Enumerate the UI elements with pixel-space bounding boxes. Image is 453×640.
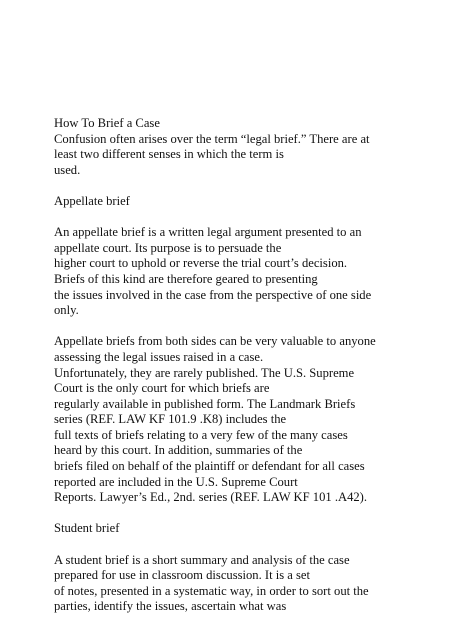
- appellate-para1-line: appellate court. Its purpose is to persuade the: [54, 240, 282, 255]
- appellate-para2-line: reported are included in the U.S. Supreme Court: [54, 474, 298, 489]
- document-body: [54, 116, 449, 615]
- appellate-para1-line: the issues involved in the case from the perspective of one side: [54, 287, 372, 302]
- paragraph-gap: [54, 537, 449, 553]
- paragraph-gap: [54, 210, 449, 226]
- appellate-para2-line: full texts of briefs relating to a very few of the many cases: [54, 427, 348, 442]
- student-para-line: parties, identify the issues, ascertain what was: [54, 599, 287, 614]
- appellate-para1-line: Briefs of this kind are therefore geared to presenting: [54, 271, 318, 286]
- appellate-para1-line: An appellate brief is a written legal argument presented to an: [54, 225, 362, 240]
- intro-line: Confusion often arises over the term “legal brief.” There are at: [54, 131, 370, 146]
- intro-line: least two different senses in which the term is: [54, 147, 284, 162]
- section-heading-student: Student brief: [54, 521, 120, 536]
- student-para-line: A student brief is a short summary and analysis of the case: [54, 552, 350, 567]
- appellate-para2-line: Appellate briefs from both sides can be very valuable to anyone: [54, 334, 376, 349]
- paragraph-gap: [54, 319, 449, 335]
- student-para-line: prepared for use in classroom discussion. It is a set: [54, 568, 311, 583]
- paragraph-gap: [54, 178, 449, 194]
- appellate-para2-line: Reports. Lawyer’s Ed., 2nd. series (REF. LAW KF 101 .A42).: [54, 490, 368, 505]
- appellate-para2-line: Unfortunately, they are rarely published. The U.S. Supreme: [54, 365, 355, 380]
- student-para-line: of notes, presented in a systematic way, in order to sort out the: [54, 583, 369, 598]
- section-heading-appellate: Appellate brief: [54, 193, 130, 208]
- document-title: How To Brief a Case: [54, 116, 160, 130]
- appellate-para2-line: regularly available in published form. The Landmark Briefs: [54, 396, 356, 411]
- paragraph-gap: [54, 506, 449, 522]
- appellate-para2-line: Court is the only court for which briefs are: [54, 381, 270, 396]
- appellate-para2-line: series (REF. LAW KF 101.9 .K8) includes the: [54, 412, 287, 427]
- appellate-para2-line: heard by this court. In addition, summaries of the: [54, 443, 303, 458]
- appellate-para2-line: briefs filed on behalf of the plaintiff or defendant for all cases: [54, 459, 365, 474]
- appellate-para2-line: assessing the legal issues raised in a case.: [54, 349, 264, 364]
- intro-line: used.: [54, 162, 81, 177]
- appellate-para1-line: only.: [54, 303, 79, 318]
- appellate-para1-line: higher court to uphold or reverse the trial court’s decision.: [54, 256, 348, 271]
